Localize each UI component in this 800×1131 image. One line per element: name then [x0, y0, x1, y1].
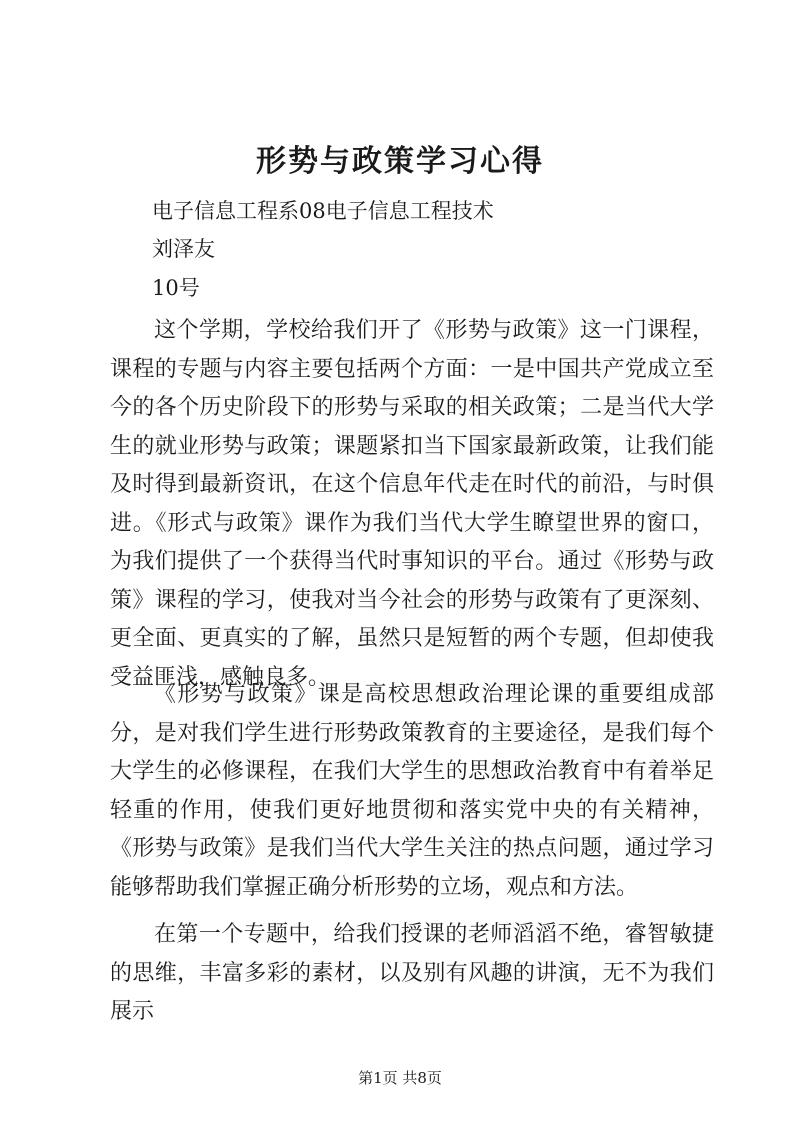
student-number: 10号 — [152, 276, 200, 300]
document-title: 形势与政策学习心得 — [256, 144, 544, 179]
paragraph-1: 这个学期，学校给我们开了《形势与政策》这一门课程，课程的专题与内容主要包括两个方面：一是中国共产党成立至今的各个历史阶段下的形势与采取的相关政策；二是当代大学生的就业形势与政策；课题紧扣当下国家最新政策，让我们能及时得到最新资讯，在这个信息年代走在时代的前沿，与时俱进。《形式与政策》课作为我们当代大学生瞭望世界的窗口，为我们提供了一个获得当代时事知识的平台。通过《形势与政策》课程的学习，使我对当今社会的形势与政策有了更深刻、更全面、更真实的了解，虽然只是短暂的两个专题，但却使我受益匪浅，感触良多。 — [110, 318, 714, 690]
department-line: 电子信息工程系08电子信息工程技术 — [152, 199, 494, 223]
author-name: 刘泽友 — [152, 237, 215, 261]
page-footer: 第1页 共8页 — [358, 1069, 442, 1087]
paragraph-2: 《形势与政策》课是高校思想政治理论课的重要组成部分，是对我们学生进行形势政策教育的主要途径，是我们每个大学生的必修课程，在我们大学生的思想政治教育中有着举足轻重的作用，使我们更好地贯彻和落实党中央的有关精神，《形势与政策》是我们当代大学生关注的热点问题，通过学习能够帮助我们掌握正确分析形势的立场，观点和方法。 — [110, 682, 714, 900]
paragraph-3: 在第一个专题中，给我们授课的老师滔滔不绝，睿智敏捷的思维，丰富多彩的素材，以及别有风趣的讲演，无不为我们展示 — [110, 922, 714, 1024]
